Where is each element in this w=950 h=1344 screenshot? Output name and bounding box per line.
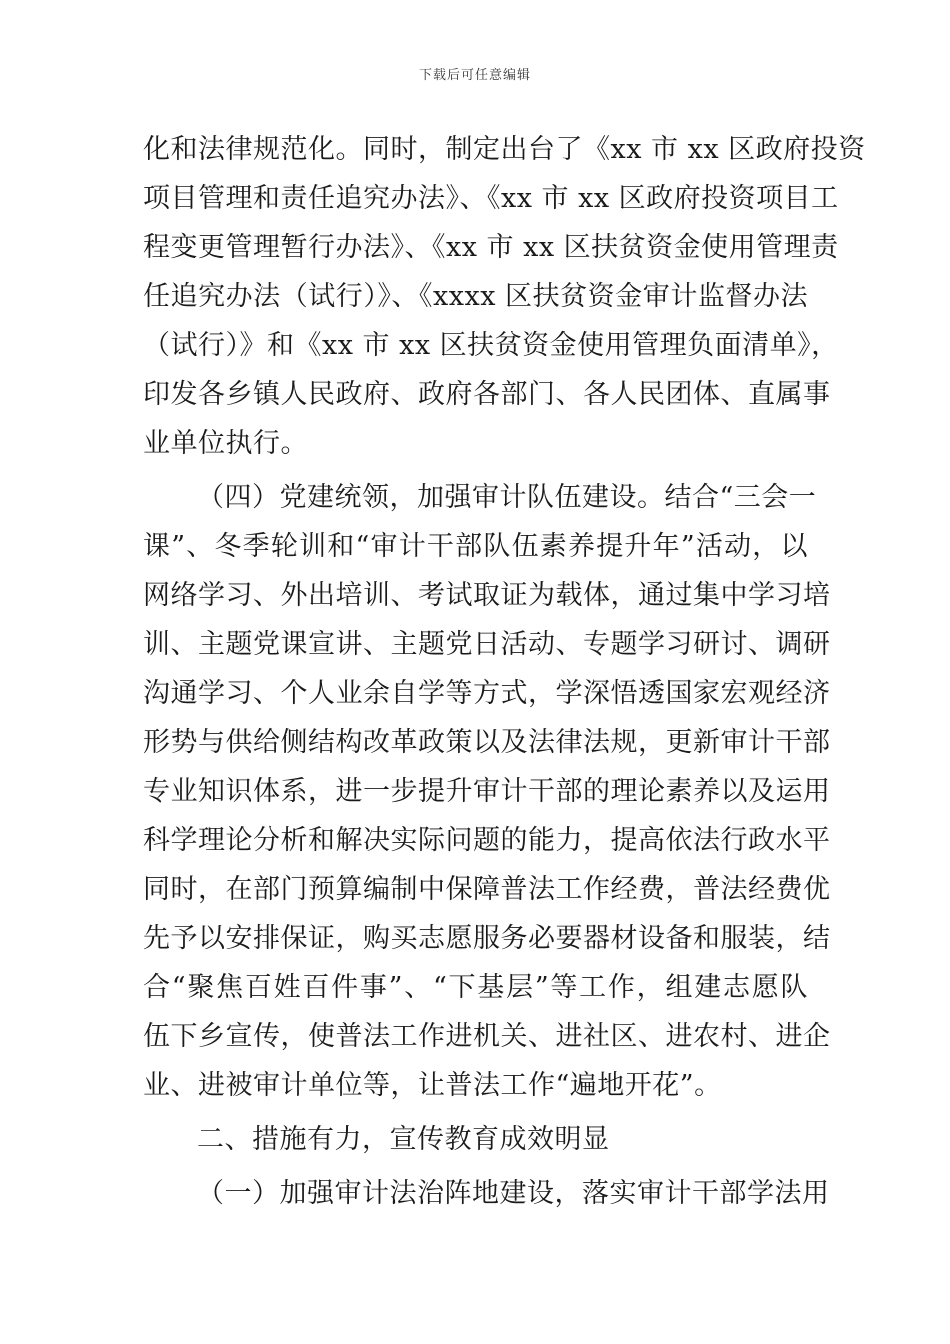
header-note: 下载后可任意编辑 [418,68,531,83]
body-line-10: 网络学习、外出培训、考试取证为载体，通过集中学习培 [143,580,831,611]
body-line-13: 形势与供给侧结构改革政策以及法律法规，更新审计干部 [143,727,831,758]
body-line-11: 训、主题党课宣讲、主题党日活动、专题学习研讨、调研 [143,629,831,660]
body-line-3: 程变更管理暂行办法》、《xx 市 xx 区扶贫资金使用管理责 [143,232,839,263]
body-line-5: （试行）》和《xx 市 xx 区扶贫资金使用管理负面清单》， [143,330,839,361]
body-line-15: 科学理论分析和解决实际问题的能力，提高依法行政水平 [143,825,831,856]
body-line-17: 先予以安排保证，购买志愿服务必要器材设备和服装，结 [143,923,831,954]
body-line-6: 印发各乡镇人民政府、政府各部门、各人民团体、直属事 [143,379,831,410]
body-line-22: （一）加强审计法治阵地建设，落实审计干部学法用 [197,1178,830,1209]
body-line-12: 沟通学习、个人业余自学等方式，学深悟透国家宏观经济 [143,678,831,709]
body-line-14: 专业知识体系，进一步提升审计干部的理论素养以及运用 [143,776,831,807]
body-line-7: 业单位执行。 [143,428,308,459]
body-line-1: 化和法律规范化。同时，制定出台了《xx 市 xx 区政府投资 [143,134,866,165]
body-line-9: 课”、冬季轮训和“审计干部队伍素养提升年”活动，以 [143,531,808,562]
body-line-16: 同时，在部门预算编制中保障普法工作经费，普法经费优 [143,874,831,905]
body-line-18: 合“聚焦百姓百件事”、“下基层”等工作，组建志愿队 [143,972,808,1003]
body-line-2: 项目管理和责任追究办法》、《xx 市 xx 区政府投资项目工 [143,183,839,214]
body-line-20: 业、进被审计单位等，让普法工作“遍地开花”。 [143,1070,722,1101]
body-line-4: 任追究办法（试行）》、《xxxx 区扶贫资金审计监督办法 [143,281,808,312]
body-line-19: 伍下乡宣传，使普法工作进机关、进社区、进农村、进企 [143,1021,831,1052]
body-line-8: （四）党建统领，加强审计队伍建设。结合“三会一 [197,482,817,513]
section-heading: 二、措施有力，宣传教育成效明显 [197,1124,610,1155]
